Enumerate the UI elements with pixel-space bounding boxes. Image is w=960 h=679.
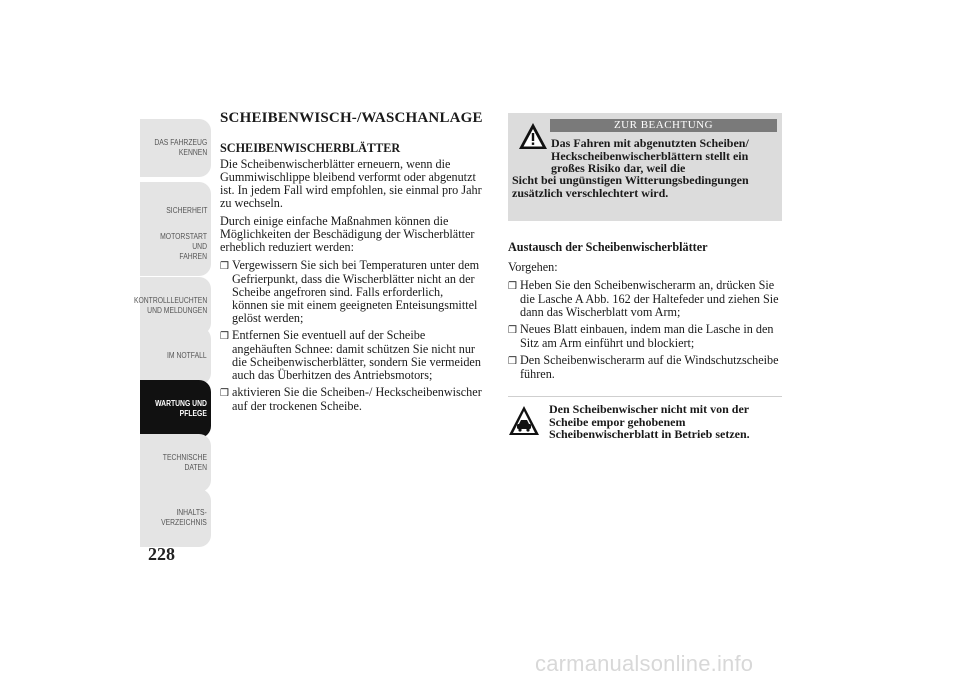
warning-text: Das Fahren mit abgenutzten Scheiben/ Heckscheibenwischerblättern stellt ein großes Risiko dar, weil die (551, 136, 749, 175)
section-title: Austausch der Scheibenwischerblätter (508, 240, 708, 254)
list-item: ❒ Entfernen Sie eventuell auf der Scheibe angehäuften Schnee: damit schützen Sie nicht nur die Scheibenwischerblätter, sondern Sie vermeiden auch das Überhitzen des Antriebsmotors; (220, 328, 481, 382)
list-item: ❒ Vergewissern Sie sich bei Temperaturen unter dem Gefrierpunkt, dass die Wischerblätter nicht an der Scheibe angefroren sind. Falls erforderlich, können sie mit einem geeigneten Enteisungsmittel gelöst werden; (220, 258, 480, 325)
hint-text: Den Scheibenwischer nicht mit von der Scheibe empor gehobenem Scheibenwischerblatt in Betrieb setzen. (549, 402, 750, 441)
sidebar-item-label: TECHNISCHE DATEN (162, 453, 207, 472)
watermark: carmanualsonline.info (535, 651, 754, 676)
warning-triangle-icon (518, 121, 548, 151)
bullet-list (220, 259, 482, 413)
warning-box (508, 113, 782, 221)
sidebar-item-label: IM NOTFALL (167, 351, 207, 360)
car-hint-icon (508, 405, 540, 437)
list-item: ❒ Neues Blatt einbauen, indem man die Lasche in den Sitz am Arm einführt und blockiert; (508, 322, 774, 350)
page-title: SCHEIBENWISCH-/WASCHANLAGE (220, 110, 483, 126)
paragraph: Durch einige einfache Maßnahmen können die Möglichkeiten der Beschädigung der Wischerblätter erheblich reduziert werden: (220, 214, 475, 254)
bullet-icon: ❒ (220, 331, 229, 342)
sidebar-item-label: SICHERHEIT (165, 206, 207, 215)
right-column (508, 240, 783, 385)
warning-header: ZUR BEACHTUNG (550, 119, 777, 132)
section-title: SCHEIBENWISCHERBLÄTTER (220, 141, 401, 155)
list-item: ❒ Den Scheibenwischerarm auf die Windschutzscheibe führen. (508, 353, 779, 381)
sidebar-item-label: KONTROLLLEUCHTEN UND MELDUNGEN (133, 296, 207, 315)
list-item: ❒ aktivieren Sie die Scheiben-/ Heckscheibenwischer auf der trockenen Scheibe. (220, 385, 482, 413)
list-item: ❒ Heben Sie den Scheibenwischerarm an, drücken Sie die Lasche A Abb. 162 der Haltefeder und ziehen Sie dann das Wischerblatt vom Arm; (508, 278, 779, 319)
left-column (220, 110, 482, 417)
sidebar-item-inhaltsverzeichnis[interactable] (140, 489, 211, 547)
sidebar-item-technische-daten[interactable] (140, 434, 211, 492)
bullet-icon: ❒ (220, 261, 229, 272)
sidebar-item-label: WARTUNG UND PFLEGE (155, 399, 207, 418)
sidebar-item-das-fahrzeug-kennen[interactable] (140, 119, 211, 177)
sidebar-item-label: DAS FAHRZEUG KENNEN (154, 138, 207, 157)
bullet-list (508, 279, 783, 381)
bullet-icon: ❒ (508, 325, 517, 336)
bullet-icon: ❒ (508, 356, 517, 367)
sidebar-item-label: MOTORSTART UND FAHREN (160, 232, 207, 261)
sidebar-item-label: INHALTS- VERZEICHNIS (161, 508, 207, 527)
paragraph: Die Scheibenwischerblätter erneuern, wenn die Gummiwischlippe bleibend verformt oder abgenutzt ist. In jedem Fall wird empfohlen, sie einmal pro Jahr zu wechseln. (220, 157, 482, 210)
warning-text-continued: Sicht bei ungünstigen Witterungsbedingungen zusätzlich verschlechtert wird. (512, 173, 749, 200)
page-number: 228 (148, 544, 175, 564)
bullet-icon: ❒ (508, 281, 517, 292)
sidebar-item-im-notfall[interactable] (140, 327, 211, 385)
divider (508, 396, 782, 397)
paragraph: Vorgehen: (508, 260, 558, 274)
bullet-icon: ❒ (220, 388, 229, 399)
sidebar-item-wartung-und-pflege[interactable] (140, 380, 211, 438)
sidebar-item-motorstart-und-fahren[interactable] (140, 218, 211, 276)
